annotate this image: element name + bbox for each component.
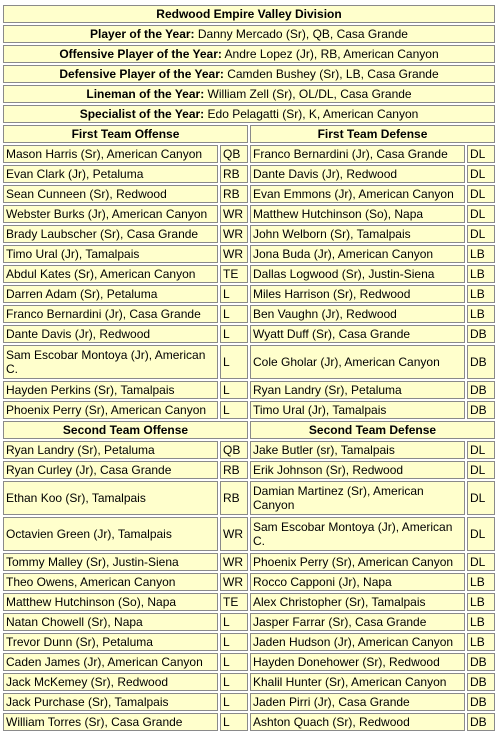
- defense-header: First Team Defense: [250, 125, 495, 143]
- award-value: Andre Lopez (Jr), RB, American Canyon: [224, 47, 439, 61]
- defense-player-name: Wyatt Duff (Sr), Casa Grande: [250, 325, 465, 343]
- table-row: [3, 613, 495, 631]
- offense-player-name: Webster Burks (Jr), American Canyon: [3, 205, 218, 223]
- award-row: [3, 25, 495, 43]
- defense-position: DB: [467, 325, 495, 343]
- table-row: [3, 633, 495, 651]
- defense-player-name: Matthew Hutchinson (So), Napa: [250, 205, 465, 223]
- offense-player-name: Caden James (Jr), American Canyon: [3, 653, 218, 671]
- offense-position: TE: [220, 265, 248, 283]
- table-row: [3, 441, 495, 459]
- defense-position: LB: [467, 633, 495, 651]
- defense-position: DL: [467, 481, 495, 515]
- offense-position: RB: [220, 481, 248, 515]
- offense-player-name: Ryan Curley (Jr), Casa Grande: [3, 461, 218, 479]
- defense-position: DL: [467, 185, 495, 203]
- defense-player-name: Evan Emmons (Jr), American Canyon: [250, 185, 465, 203]
- award-label: Player of the Year:: [90, 27, 195, 41]
- award-value: William Zell (Sr), OL/DL, Casa Grande: [207, 87, 412, 101]
- table-row: [3, 185, 495, 203]
- team-header-row: [3, 421, 495, 439]
- defense-player-name: Ashton Quach (Sr), Redwood: [250, 713, 465, 731]
- offense-player-name: Matthew Hutchinson (So), Napa: [3, 593, 218, 611]
- offense-position: L: [220, 693, 248, 711]
- offense-player-name: Sam Escobar Montoya (Jr), American C.: [3, 345, 218, 379]
- table-row: [3, 225, 495, 243]
- defense-player-name: Jaden Hudson (Jr), American Canyon: [250, 633, 465, 651]
- defense-player-name: Cole Gholar (Jr), American Canyon: [250, 345, 465, 379]
- defense-position: DL: [467, 441, 495, 459]
- table-row: [3, 245, 495, 263]
- defense-position: DL: [467, 165, 495, 183]
- award-label: Defensive Player of the Year:: [59, 67, 224, 81]
- award-row: [3, 45, 495, 63]
- offense-player-name: Brady Laubscher (Sr), Casa Grande: [3, 225, 218, 243]
- defense-player-name: Jona Buda (Jr), American Canyon: [250, 245, 465, 263]
- defense-header: Second Team Defense: [250, 421, 495, 439]
- offense-player-name: Franco Bernardini (Jr), Casa Grande: [3, 305, 218, 323]
- award-cell: [3, 105, 495, 123]
- award-row: [3, 85, 495, 103]
- defense-position: LB: [467, 305, 495, 323]
- defense-player-name: Alex Christopher (Sr), Tamalpais: [250, 593, 465, 611]
- offense-header: Second Team Offense: [3, 421, 248, 439]
- award-row: [3, 65, 495, 83]
- defense-player-name: Ryan Landry (Sr), Petaluma: [250, 381, 465, 399]
- offense-position: L: [220, 713, 248, 731]
- table-row: [3, 205, 495, 223]
- offense-player-name: Sean Cunneen (Sr), Redwood: [3, 185, 218, 203]
- offense-position: L: [220, 325, 248, 343]
- table-body: [3, 5, 495, 731]
- defense-player-name: Damian Martinez (Sr), American Canyon: [250, 481, 465, 515]
- offense-position: L: [220, 305, 248, 323]
- table-row: [3, 713, 495, 731]
- table-row: [3, 673, 495, 691]
- offense-position: L: [220, 673, 248, 691]
- offense-header: First Team Offense: [3, 125, 248, 143]
- defense-position: DL: [467, 145, 495, 163]
- defense-position: LB: [467, 245, 495, 263]
- table-row: [3, 653, 495, 671]
- table-row: [3, 325, 495, 343]
- defense-player-name: Dallas Logwood (Sr), Justin-Siena: [250, 265, 465, 283]
- defense-player-name: Timo Ural (Jr), Tamalpais: [250, 401, 465, 419]
- offense-position: RB: [220, 185, 248, 203]
- offense-player-name: Trevor Dunn (Sr), Petaluma: [3, 633, 218, 651]
- table-row: [3, 305, 495, 323]
- defense-position: LB: [467, 265, 495, 283]
- award-cell: [3, 85, 495, 103]
- offense-position: WR: [220, 245, 248, 263]
- offense-position: WR: [220, 205, 248, 223]
- offense-position: QB: [220, 441, 248, 459]
- offense-position: TE: [220, 593, 248, 611]
- offense-player-name: Jack McKemey (Sr), Redwood: [3, 673, 218, 691]
- defense-player-name: Rocco Capponi (Jr), Napa: [250, 573, 465, 591]
- defense-position: LB: [467, 613, 495, 631]
- table-row: [3, 693, 495, 711]
- award-label: Specialist of the Year:: [79, 107, 205, 121]
- award-label: Lineman of the Year:: [86, 87, 205, 101]
- offense-player-name: Ethan Koo (Sr), Tamalpais: [3, 481, 218, 515]
- table-row: [3, 345, 495, 379]
- offense-player-name: Phoenix Perry (Sr), American Canyon: [3, 401, 218, 419]
- table-row: [3, 573, 495, 591]
- team-header-row: [3, 125, 495, 143]
- award-value: Edo Pelagatti (Sr), K, American Canyon: [207, 107, 419, 121]
- defense-position: DL: [467, 461, 495, 479]
- all-league-table: [1, 3, 497, 733]
- offense-position: L: [220, 613, 248, 631]
- defense-player-name: Jake Butler (sr), Tamalpais: [250, 441, 465, 459]
- defense-position: LB: [467, 593, 495, 611]
- defense-player-name: Sam Escobar Montoya (Jr), American C.: [250, 517, 465, 551]
- defense-player-name: Erik Johnson (Sr), Redwood: [250, 461, 465, 479]
- offense-position: WR: [220, 553, 248, 571]
- table-row: [3, 401, 495, 419]
- offense-player-name: Theo Owens, American Canyon: [3, 573, 218, 591]
- division-title: Redwood Empire Valley Division: [3, 5, 495, 23]
- offense-player-name: Ryan Landry (Sr), Petaluma: [3, 441, 218, 459]
- award-row: [3, 105, 495, 123]
- table-row: [3, 285, 495, 303]
- offense-position: L: [220, 401, 248, 419]
- defense-position: LB: [467, 573, 495, 591]
- offense-position: L: [220, 653, 248, 671]
- defense-position: DB: [467, 345, 495, 379]
- defense-position: LB: [467, 285, 495, 303]
- defense-position: DL: [467, 225, 495, 243]
- offense-position: L: [220, 285, 248, 303]
- defense-position: DB: [467, 401, 495, 419]
- table-row: [3, 165, 495, 183]
- offense-position: WR: [220, 573, 248, 591]
- offense-position: WR: [220, 225, 248, 243]
- offense-position: WR: [220, 517, 248, 551]
- defense-player-name: Jasper Farrar (Sr), Casa Grande: [250, 613, 465, 631]
- offense-player-name: Hayden Perkins (Sr), Tamalpais: [3, 381, 218, 399]
- defense-position: DB: [467, 653, 495, 671]
- table-row: [3, 553, 495, 571]
- offense-position: RB: [220, 461, 248, 479]
- table-row: [3, 517, 495, 551]
- offense-player-name: William Torres (Sr), Casa Grande: [3, 713, 218, 731]
- defense-player-name: John Welborn (Sr), Tamalpais: [250, 225, 465, 243]
- table-row: [3, 593, 495, 611]
- defense-position: DB: [467, 693, 495, 711]
- defense-player-name: Phoenix Perry (Sr), American Canyon: [250, 553, 465, 571]
- defense-position: DB: [467, 673, 495, 691]
- defense-position: DL: [467, 517, 495, 551]
- defense-player-name: Dante Davis (Jr), Redwood: [250, 165, 465, 183]
- defense-player-name: Miles Harrison (Sr), Redwood: [250, 285, 465, 303]
- defense-position: DL: [467, 205, 495, 223]
- offense-player-name: Timo Ural (Jr), Tamalpais: [3, 245, 218, 263]
- award-cell: [3, 45, 495, 63]
- defense-player-name: Ben Vaughn (Jr), Redwood: [250, 305, 465, 323]
- award-label: Offensive Player of the Year:: [59, 47, 222, 61]
- offense-player-name: Evan Clark (Jr), Petaluma: [3, 165, 218, 183]
- defense-position: DL: [467, 553, 495, 571]
- offense-player-name: Dante Davis (Jr), Redwood: [3, 325, 218, 343]
- award-value: Danny Mercado (Sr), QB, Casa Grande: [197, 27, 408, 41]
- defense-player-name: Hayden Donehower (Sr), Redwood: [250, 653, 465, 671]
- offense-position: RB: [220, 165, 248, 183]
- offense-position: QB: [220, 145, 248, 163]
- offense-position: L: [220, 345, 248, 379]
- award-cell: [3, 25, 495, 43]
- defense-player-name: Khalil Hunter (Sr), American Canyon: [250, 673, 465, 691]
- table-row: [3, 461, 495, 479]
- award-value: Camden Bushey (Sr), LB, Casa Grande: [227, 67, 439, 81]
- offense-player-name: Mason Harris (Sr), American Canyon: [3, 145, 218, 163]
- offense-position: L: [220, 633, 248, 651]
- offense-player-name: Darren Adam (Sr), Petaluma: [3, 285, 218, 303]
- defense-player-name: Jaden Pirri (Jr), Casa Grande: [250, 693, 465, 711]
- offense-player-name: Octavien Green (Jr), Tamalpais: [3, 517, 218, 551]
- award-cell: [3, 65, 495, 83]
- defense-position: DB: [467, 713, 495, 731]
- table-row: [3, 265, 495, 283]
- table-row: [3, 381, 495, 399]
- table-row: [3, 145, 495, 163]
- offense-player-name: Abdul Kates (Sr), American Canyon: [3, 265, 218, 283]
- offense-position: L: [220, 381, 248, 399]
- title-row: [3, 5, 495, 23]
- offense-player-name: Natan Chowell (Sr), Napa: [3, 613, 218, 631]
- table-row: [3, 481, 495, 515]
- offense-player-name: Tommy Malley (Sr), Justin-Siena: [3, 553, 218, 571]
- defense-position: DB: [467, 381, 495, 399]
- offense-player-name: Jack Purchase (Sr), Tamalpais: [3, 693, 218, 711]
- defense-player-name: Franco Bernardini (Jr), Casa Grande: [250, 145, 465, 163]
